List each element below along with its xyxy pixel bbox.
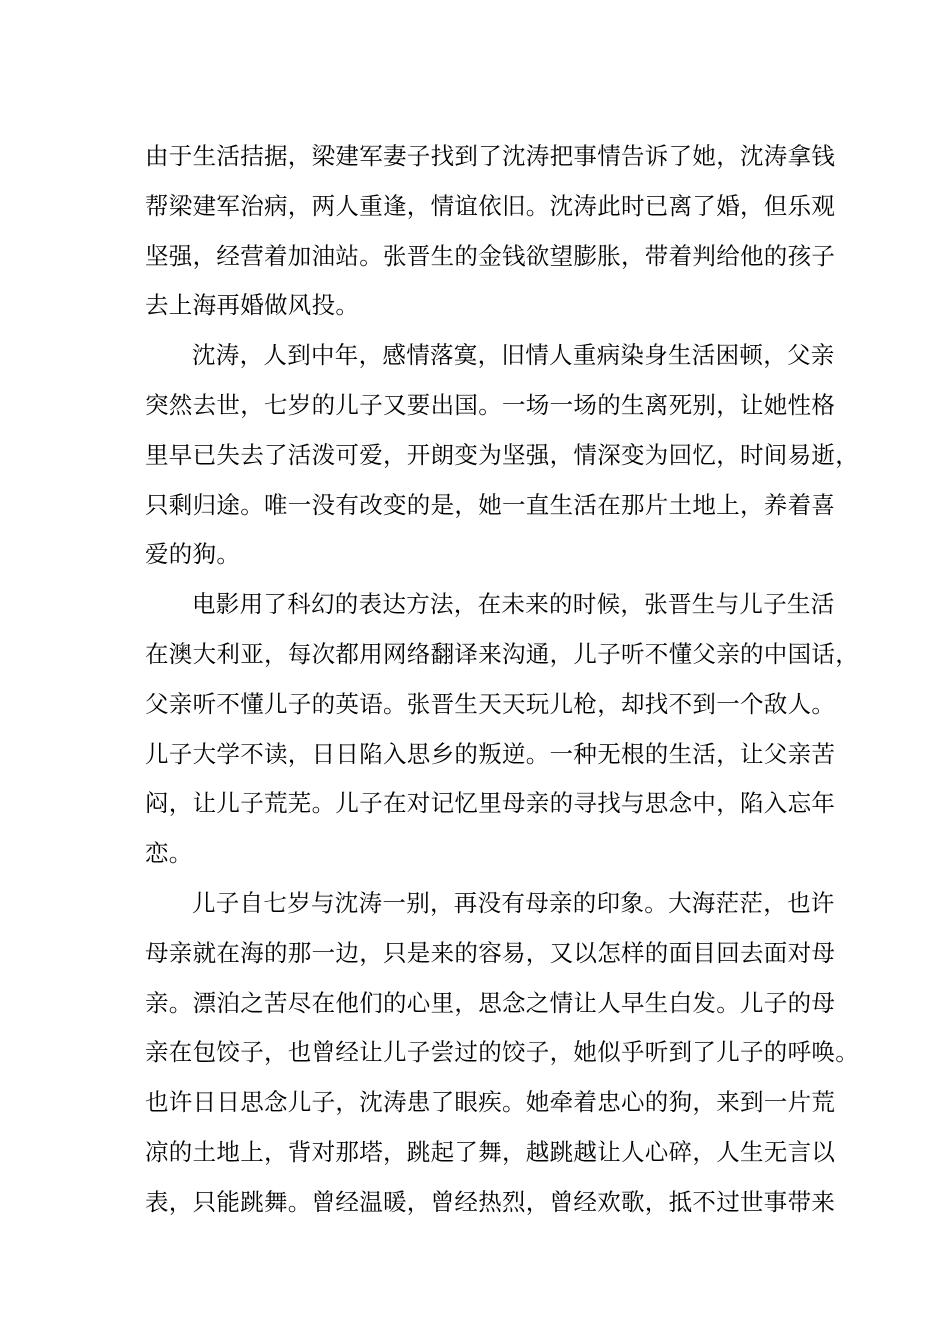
text-line: 电影用了科幻的表达方法，在未来的时候，张晋生与儿子生活 xyxy=(192,590,835,619)
paragraph xyxy=(145,580,859,879)
text-line: 也许日日思念儿子，沈涛患了眼疾。她牵着忠心的狗，来到一片荒 xyxy=(145,1088,836,1117)
text-line: 亲在包饺子，也曾经让儿子尝过的饺子，她似乎听到了儿子的呼唤。 xyxy=(145,1038,859,1067)
text-line: 爱的狗。 xyxy=(145,540,241,569)
text-line: 去上海再婚做风投。 xyxy=(145,291,360,320)
text-line: 由于生活拮据，梁建军妻子找到了沈涛把事情告诉了她，沈涛拿钱 xyxy=(145,142,836,170)
text-line: 里早已失去了活泼可爱，开朗变为坚强，情深变为回忆，时间易逝， xyxy=(145,440,859,469)
text-line: 母亲就在海的那一边，只是来的容易，又以怎样的面目回去面对母 xyxy=(145,938,836,967)
text-line: 恋。 xyxy=(145,839,193,868)
text-line: 坚强，经营着加油站。张晋生的金钱欲望膨胀，带着判给他的孩子 xyxy=(145,241,836,270)
paragraph xyxy=(145,879,859,1228)
paragraph xyxy=(145,331,859,580)
text-line: 只剩归途。唯一没有改变的是，她一直生活在那片土地上，养着喜 xyxy=(145,490,836,519)
text-line: 儿子大学不读，日日陷入思乡的叛逆。一种无根的生活，让父亲苦 xyxy=(145,739,836,768)
text-line: 闷，让儿子荒芜。儿子在对记忆里母亲的寻找与思念中，陷入忘年 xyxy=(145,789,836,818)
text-line: 帮梁建军治病，两人重逢，情谊依旧。沈涛此时已离了婚，但乐观 xyxy=(145,191,836,220)
text-line: 沈涛，人到中年，感情落寞，旧情人重病染身生活困顿，父亲 xyxy=(192,341,835,370)
text-line: 亲。漂泊之苦尽在他们的心里，思念之情让人早生白发。儿子的母 xyxy=(145,988,836,1017)
text-line: 在澳大利亚，每次都用网络翻译来沟通，儿子听不懂父亲的中国话， xyxy=(145,639,859,668)
text-line: 突然去世，七岁的儿子又要出国。一场一场的生离死别，让她性格 xyxy=(145,390,836,419)
paragraph xyxy=(145,132,836,331)
text-line: 父亲听不懂儿子的英语。张晋生天天玩儿枪，却找不到一个敌人。 xyxy=(145,689,836,718)
text-line: 表，只能跳舞。曾经温暖，曾经热烈，曾经欢歌，抵不过世事带来 xyxy=(145,1187,836,1216)
body-text xyxy=(145,132,859,1228)
text-line: 儿子自七岁与沈涛一别，再没有母亲的印象。大海茫茫，也许 xyxy=(192,888,835,917)
text-line: 凉的土地上，背对那塔，跳起了舞，越跳越让人心碎，人生无言以 xyxy=(145,1137,836,1166)
